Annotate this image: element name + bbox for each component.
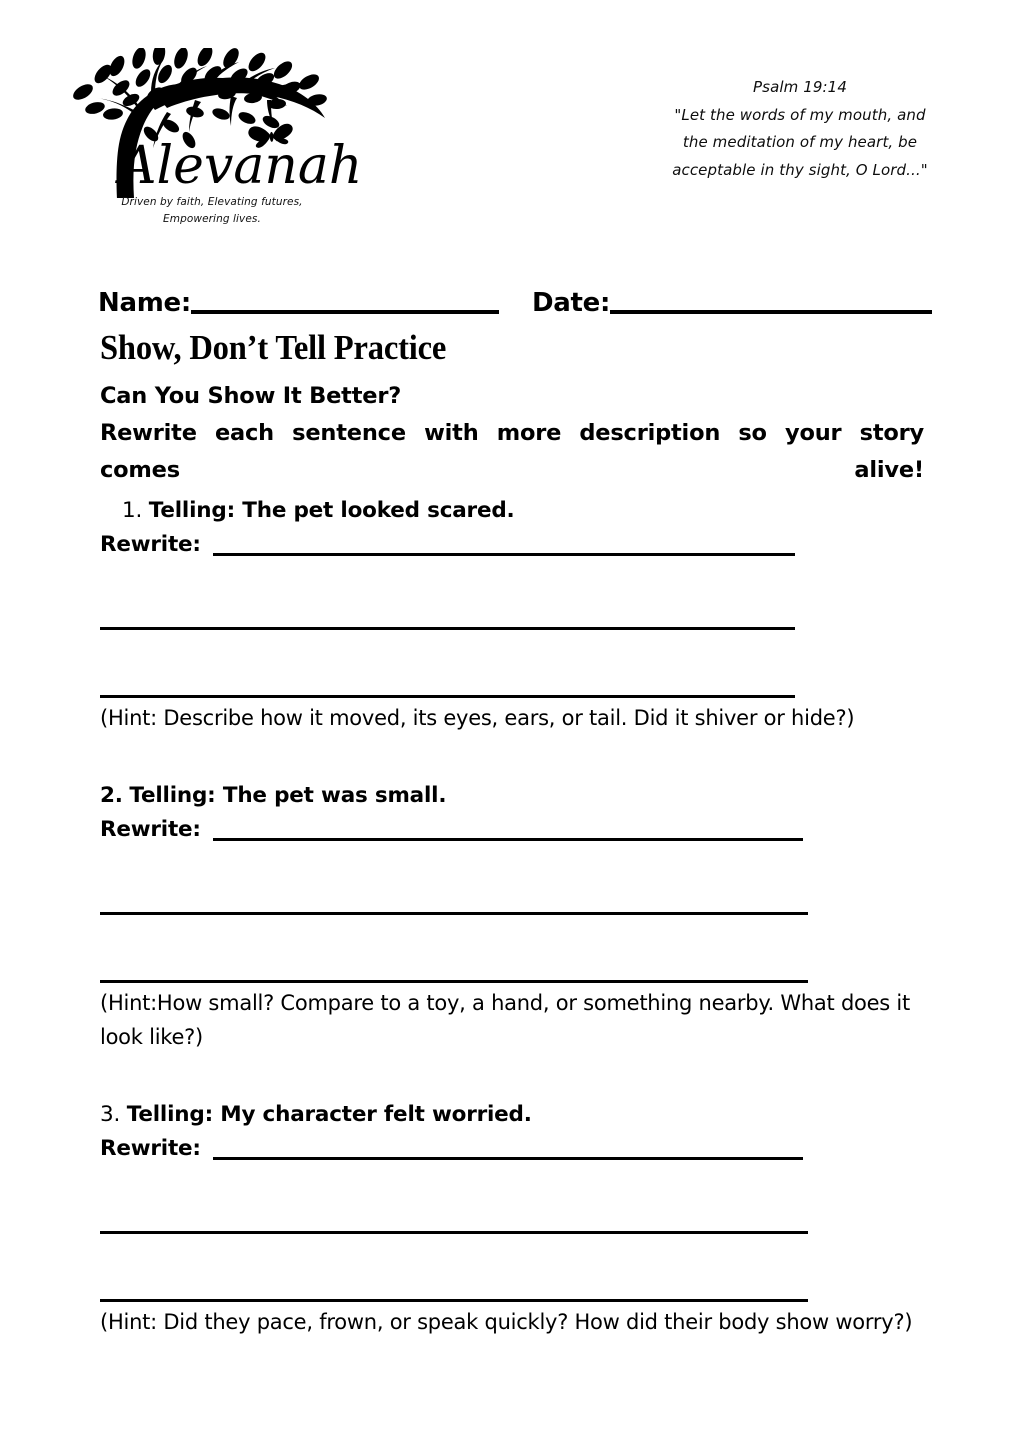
item-prompt [100,1098,930,1132]
verse-line-1: "Let the words of my mouth, and [674,105,926,124]
rewrite-row [100,813,930,847]
item-hint: (Hint: Describe how it moved, its eyes, ears, or tail. Did it shiver or hide?) [100,706,855,730]
instructions-body: Rewrite each sentence with more description so your story comes alive! [100,420,924,483]
answer-line-row [100,915,930,983]
page-title: Show, Don’t Tell Practice [100,328,447,367]
item-prompt [100,494,930,528]
answer-line[interactable] [213,1157,803,1160]
answer-line-row [100,1234,930,1302]
answer-line-row [100,630,930,698]
name-field-group [98,289,499,317]
item-telling-sentence: Telling: My character felt worried. [126,1102,532,1127]
instructions-lead: Can You Show It Better? [100,383,402,409]
exercise-item [100,1098,930,1339]
answer-line[interactable] [100,912,808,915]
rewrite-label: Rewrite: [100,1136,201,1161]
answer-line[interactable] [213,553,795,556]
date-input[interactable] [610,310,932,314]
answer-line[interactable] [100,1299,808,1302]
rewrite-label: Rewrite: [100,532,201,557]
date-field-group [532,289,932,317]
spacer [100,1054,930,1098]
name-label: Name: [98,288,191,318]
name-date-row [98,279,938,317]
answer-line[interactable] [100,627,795,630]
item-number: 2. [100,783,123,808]
rewrite-row [100,528,930,562]
brand-logo [55,48,375,243]
brand-tagline [77,194,347,228]
scripture-verse [610,74,990,184]
item-telling-sentence: Telling: The pet looked scared. [148,498,515,523]
exercise-item [100,494,930,735]
page-header [0,0,1024,258]
item-number: 3. [100,1102,121,1127]
verse-line-2: the meditation of my heart, be [682,133,918,151]
date-label: Date: [532,288,611,318]
answer-line-row [100,562,930,630]
answer-line[interactable] [100,980,808,983]
brand-tagline-line2: Empowering lives. [163,213,261,225]
exercise-list [100,494,930,1339]
verse-line-3: acceptable in thy sight, O Lord..." [672,160,928,179]
answer-line-row [100,1166,930,1234]
exercise-item [100,779,930,1054]
brand-wordmark-text: Alevanah [119,136,363,196]
tree-logo-icon [55,48,375,198]
verse-reference: Psalm 19:14 [753,78,847,96]
answer-line[interactable] [100,1231,808,1234]
item-number: 1. [122,498,143,523]
item-telling-sentence: Telling: The pet was small. [129,783,447,808]
spacer [100,735,930,779]
name-input[interactable] [191,310,499,314]
answer-line[interactable] [213,838,803,841]
answer-line[interactable] [100,695,795,698]
item-hint: (Hint: Did they pace, frown, or speak quickly? How did their body show worry?) [100,1310,913,1334]
item-prompt [100,779,930,813]
brand-tagline-line1: Driven by faith, Elevating futures, [121,196,303,208]
rewrite-row [100,1132,930,1166]
item-hint: (Hint:How small? Compare to a toy, a hand, or something nearby. What does it look like?) [100,991,910,1049]
answer-line-row [100,847,930,915]
rewrite-label: Rewrite: [100,817,201,842]
